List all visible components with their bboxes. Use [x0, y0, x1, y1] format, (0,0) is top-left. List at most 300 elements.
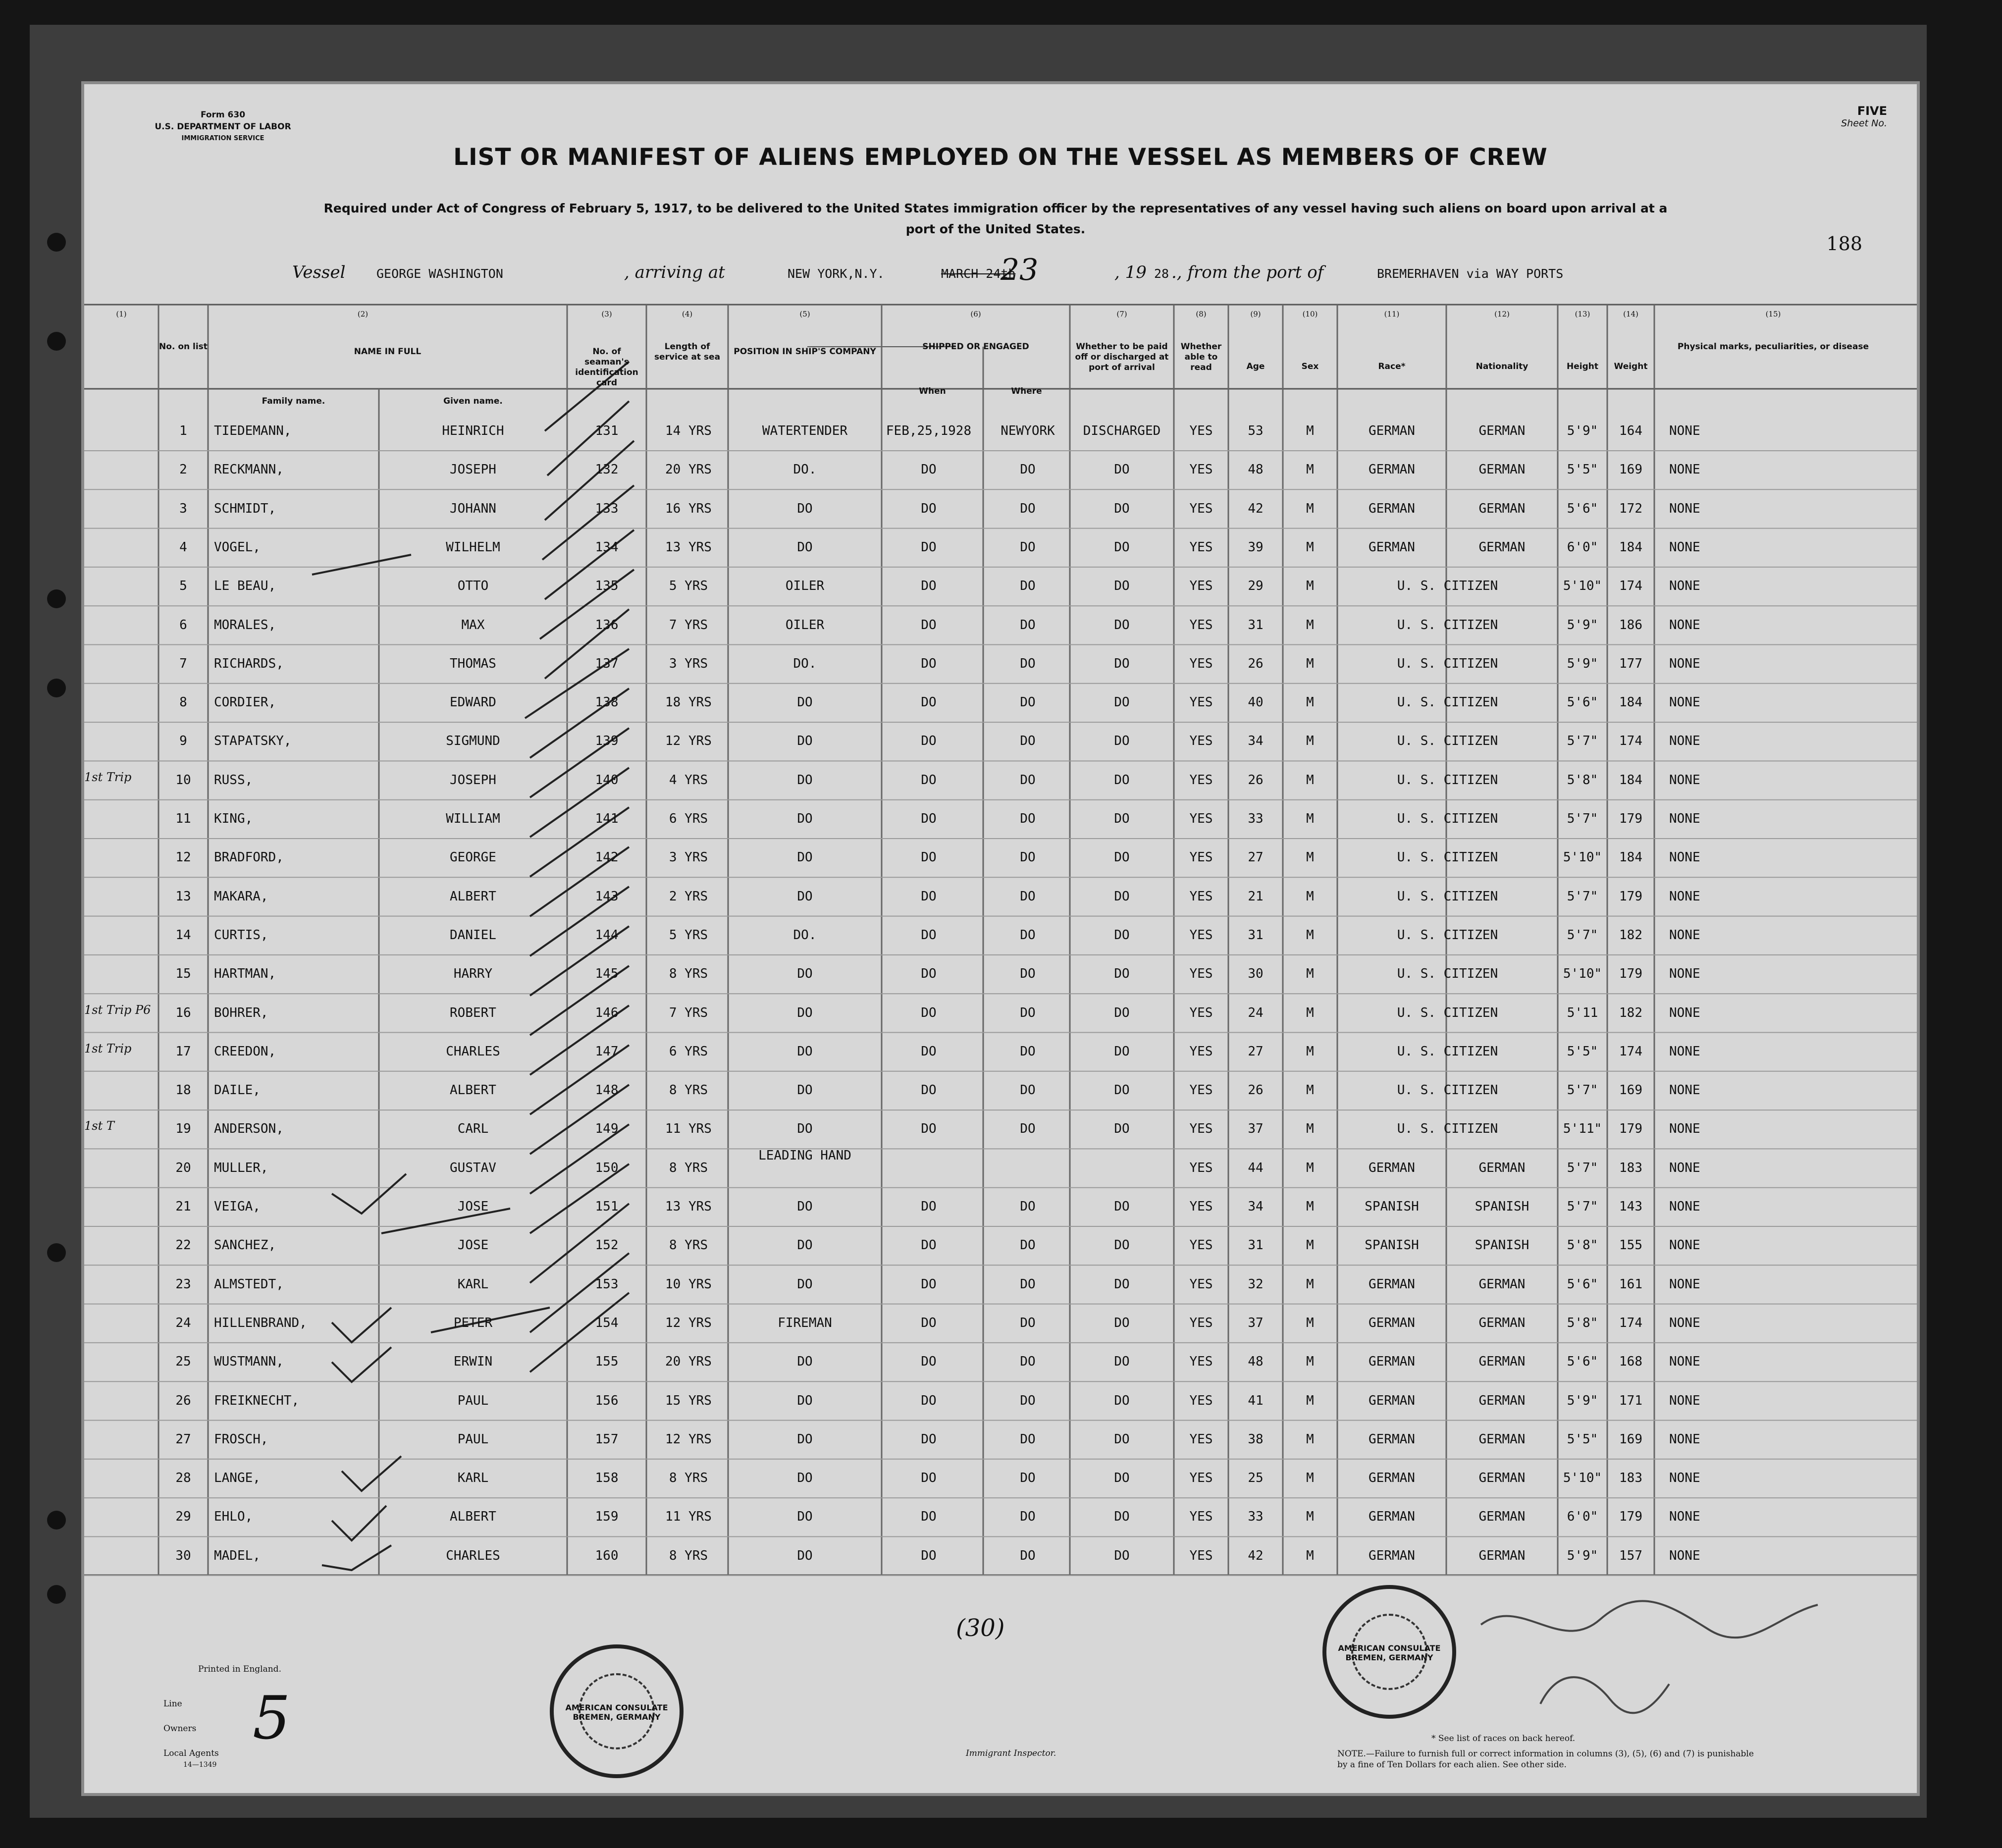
cell-paid: DO: [1114, 501, 1130, 516]
cell-no: 1: [179, 423, 187, 438]
cell-service: 20 YRS: [665, 1354, 712, 1370]
cell-no: 23: [175, 1276, 191, 1292]
cell-family: WUSTMANN,: [214, 1354, 284, 1370]
cell-paid: DO: [1114, 539, 1130, 555]
cell-paid: DO: [1114, 617, 1130, 633]
cell-when: DO: [921, 1393, 937, 1408]
cell-given: JOHANN: [450, 501, 496, 516]
cell-sex: M: [1306, 1354, 1314, 1370]
col-number: (8): [1196, 310, 1207, 318]
cell-given: ROBERT: [450, 1005, 496, 1020]
margin-note: 1st T: [84, 1119, 114, 1133]
cell-no: 19: [175, 1121, 191, 1137]
cell-when: DO: [921, 462, 937, 477]
cell-position: DO.: [793, 462, 817, 477]
cell-card: 159: [595, 1509, 619, 1525]
cell-read: YES: [1189, 1509, 1213, 1525]
cell-service: 16 YRS: [665, 501, 712, 516]
cell-paid: DO: [1114, 927, 1130, 943]
cell-family: VEIGA,: [214, 1199, 261, 1214]
cell-marks: NONE: [1669, 1315, 1700, 1330]
cell-race: U. S. CITIZEN: [1397, 966, 1498, 982]
cell-card: 154: [595, 1315, 619, 1330]
cell-weight: 143: [1619, 1199, 1642, 1214]
cell-race: GERMAN: [1369, 1548, 1415, 1563]
cell-read: YES: [1189, 811, 1213, 826]
cell-paid: DO: [1114, 579, 1130, 594]
cell-family: HARTMAN,: [214, 966, 276, 982]
cell-when: DO: [921, 1238, 937, 1253]
cell-no: 11: [175, 811, 191, 826]
arrival-date-typed: MARCH 24th: [941, 266, 1016, 281]
header-given-name: Given name.: [443, 396, 503, 406]
cell-given: WILHELM: [446, 539, 500, 555]
cell-family: CORDIER,: [214, 695, 276, 710]
cell-card: 147: [595, 1044, 619, 1059]
cell-height: 5'6": [1567, 1276, 1598, 1292]
header-name-in-full: NAME IN FULL: [354, 347, 421, 357]
cell-read: YES: [1189, 462, 1213, 477]
cell-race: U. S. CITIZEN: [1397, 1121, 1498, 1137]
cell-service: 4 YRS: [669, 772, 708, 788]
cell-sex: M: [1306, 695, 1314, 710]
cell-when: DO: [921, 1548, 937, 1563]
cell-where: DO: [1020, 850, 1036, 865]
vessel-name: GEORGE WASHINGTON: [376, 266, 503, 281]
cell-no: 26: [175, 1393, 191, 1408]
cell-marks: NONE: [1669, 1471, 1700, 1486]
cell-weight: 161: [1619, 1276, 1642, 1292]
cell-service: 3 YRS: [669, 850, 708, 865]
cell-marks: NONE: [1669, 1199, 1700, 1214]
cell-nationality: GERMAN: [1478, 1160, 1526, 1175]
cell-card: 157: [595, 1431, 619, 1447]
cell-card: 141: [595, 811, 619, 826]
cell-position: WATERTENDER: [762, 423, 848, 438]
cell-weight: 164: [1619, 423, 1642, 438]
inspector-signature: [1461, 1585, 1847, 1724]
cell-sex: M: [1306, 1005, 1314, 1020]
cell-height: 5'8": [1567, 1315, 1598, 1330]
cell-race: GERMAN: [1369, 1393, 1415, 1408]
cell-where: DO: [1020, 1276, 1036, 1292]
cell-sex: M: [1306, 579, 1314, 594]
cell-race: U. S. CITIZEN: [1397, 1005, 1498, 1020]
cell-position: DO: [797, 1083, 813, 1098]
cell-read: YES: [1189, 1354, 1213, 1370]
service: IMMIGRATION SERVICE: [181, 135, 264, 142]
cell-marks: NONE: [1669, 966, 1700, 982]
cell-age: 26: [1248, 1083, 1264, 1098]
col-number: (10): [1302, 310, 1318, 318]
cell-paid: DO: [1114, 1238, 1130, 1253]
cell-age: 44: [1248, 1160, 1264, 1175]
cell-position: DO: [797, 811, 813, 826]
cell-marks: NONE: [1669, 850, 1700, 865]
cell-when: DO: [921, 1083, 937, 1098]
cell-card: 158: [595, 1471, 619, 1486]
cell-when: DO: [921, 539, 937, 555]
cell-when: DO: [921, 501, 937, 516]
cell-race: U. S. CITIZEN: [1397, 772, 1498, 788]
cell-where: DO: [1020, 1121, 1036, 1137]
cell-nationality: GERMAN: [1478, 462, 1526, 477]
cell-card: 132: [595, 462, 619, 477]
header-service: Length of service at sea: [654, 342, 721, 362]
punch-hole: [47, 679, 66, 697]
cell-weight: 169: [1619, 462, 1642, 477]
cell-position: DO: [797, 1509, 813, 1525]
cell-height: 5'7": [1567, 811, 1598, 826]
cell-when: DO: [921, 1276, 937, 1292]
cell-position: DO: [797, 539, 813, 555]
cell-given: WILLIAM: [446, 811, 500, 826]
cell-race: SPANISH: [1365, 1238, 1419, 1253]
cell-given: DANIEL: [450, 927, 496, 943]
cell-marks: NONE: [1669, 1083, 1700, 1098]
cell-given: ALBERT: [450, 889, 496, 904]
cell-height: 6'0": [1567, 539, 1598, 555]
consulate-stamp: [1322, 1585, 1456, 1719]
cell-marks: NONE: [1669, 811, 1700, 826]
cell-sex: M: [1306, 1276, 1314, 1292]
cell-position: DO.: [793, 927, 817, 943]
cell-given: KARL: [457, 1276, 489, 1292]
cell-where: DO: [1020, 1393, 1036, 1408]
cell-no: 4: [179, 539, 187, 555]
cell-read: YES: [1189, 772, 1213, 788]
cell-height: 5'10": [1563, 966, 1602, 982]
cell-race: U. S. CITIZEN: [1397, 927, 1498, 943]
cell-given: KARL: [457, 1471, 489, 1486]
cell-where: DO: [1020, 927, 1036, 943]
cell-height: 5'5": [1567, 1044, 1598, 1059]
cell-paid: DO: [1114, 1471, 1130, 1486]
cell-weight: 157: [1619, 1548, 1642, 1563]
cell-given: JOSEPH: [450, 772, 496, 788]
cell-position: OILER: [785, 617, 825, 633]
col-number: (7): [1116, 310, 1127, 318]
cell-sex: M: [1306, 811, 1314, 826]
cell-card: 137: [595, 656, 619, 671]
cell-card: 150: [595, 1160, 619, 1175]
cell-sex: M: [1306, 1199, 1314, 1214]
cell-marks: NONE: [1669, 695, 1700, 710]
margin-note: 1st Trip: [84, 770, 132, 784]
cell-service: 8 YRS: [669, 1083, 708, 1098]
cell-race: GERMAN: [1369, 1509, 1415, 1525]
header-no-on-list: No. on list: [159, 342, 208, 352]
stamp-text: AMERICAN CONSULATE BREMEN, GERMANY: [1338, 1643, 1441, 1662]
cell-card: 140: [595, 772, 619, 788]
cell-card: 148: [595, 1083, 619, 1098]
form-code: 14—1349: [183, 1761, 217, 1769]
cell-where: DO: [1020, 539, 1036, 555]
cell-where: DO: [1020, 579, 1036, 594]
cell-age: 31: [1248, 927, 1264, 943]
col-number: (9): [1250, 310, 1261, 318]
cell-weight: 184: [1619, 850, 1642, 865]
cell-race: U. S. CITIZEN: [1397, 850, 1498, 865]
cell-when: DO: [921, 927, 937, 943]
cell-no: 10: [175, 772, 191, 788]
cell-where: DO: [1020, 617, 1036, 633]
cell-when: DO: [921, 772, 937, 788]
cell-family: SANCHEZ,: [214, 1238, 276, 1253]
cell-given: PAUL: [457, 1431, 489, 1447]
cell-where: DO: [1020, 501, 1036, 516]
cell-height: 5'7": [1567, 927, 1598, 943]
cell-when: DO: [921, 1471, 937, 1486]
cell-height: 5'9": [1567, 423, 1598, 438]
cell-sex: M: [1306, 966, 1314, 982]
cell-weight: 171: [1619, 1393, 1642, 1408]
local-agents-label: Local Agents: [163, 1748, 219, 1758]
cell-weight: 179: [1619, 811, 1642, 826]
cell-where: DO: [1020, 1238, 1036, 1253]
cell-race: U. S. CITIZEN: [1397, 579, 1498, 594]
cell-weight: 168: [1619, 1354, 1642, 1370]
cell-paid: DO: [1114, 1044, 1130, 1059]
cell-race: U. S. CITIZEN: [1397, 889, 1498, 904]
cell-race: GERMAN: [1369, 1431, 1415, 1447]
cell-age: 34: [1248, 1199, 1264, 1214]
cell-weight: 183: [1619, 1471, 1642, 1486]
cell-card: 145: [595, 966, 619, 982]
cell-when: DO: [921, 617, 937, 633]
sheet-label: Sheet No.: [1841, 118, 1887, 129]
cell-height: 5'11: [1567, 1005, 1598, 1020]
cell-sex: M: [1306, 1315, 1314, 1330]
cell-position: DO: [797, 1548, 813, 1563]
cell-family: FROSCH,: [214, 1431, 268, 1447]
cell-card: 156: [595, 1393, 619, 1408]
col-number: (13): [1575, 310, 1590, 318]
cell-weight: 179: [1619, 1121, 1642, 1137]
cell-paid: DISCHARGED: [1083, 423, 1161, 438]
cell-weight: 174: [1619, 579, 1642, 594]
cell-marks: NONE: [1669, 462, 1700, 477]
cell-height: 5'5": [1567, 1431, 1598, 1447]
cell-no: 16: [175, 1005, 191, 1020]
cell-service: 20 YRS: [665, 462, 712, 477]
arriving-port: NEW YORK,N.Y.: [788, 266, 885, 281]
cell-service: 7 YRS: [669, 617, 708, 633]
cell-weight: 184: [1619, 772, 1642, 788]
cell-position: DO: [797, 1393, 813, 1408]
cell-family: BRADFORD,: [214, 850, 284, 865]
punch-hole: [47, 1243, 66, 1262]
cell-no: 27: [175, 1431, 191, 1447]
cell-service: 8 YRS: [669, 966, 708, 982]
cell-weight: 169: [1619, 1083, 1642, 1098]
cell-family: STAPATSKY,: [214, 734, 292, 749]
cell-family: MADEL,: [214, 1548, 261, 1563]
cell-read: YES: [1189, 1121, 1213, 1137]
col-number: (14): [1623, 310, 1638, 318]
cell-age: 31: [1248, 617, 1264, 633]
cell-age: 41: [1248, 1393, 1264, 1408]
cell-when: FEB,25,1928: [886, 423, 972, 438]
cell-nationality: GERMAN: [1478, 1471, 1526, 1486]
cell-marks: NONE: [1669, 656, 1700, 671]
cell-service: 5 YRS: [669, 579, 708, 594]
cell-family: RECKMANN,: [214, 462, 284, 477]
punch-hole: [47, 233, 66, 252]
penalty-note: NOTE.—Failure to furnish full or correct information in columns (3), (5), (6) and (7) is punishable by a fine of Ten Dollars for each alien. See other side.: [1337, 1749, 1754, 1770]
cell-sex: M: [1306, 1121, 1314, 1137]
handwritten-number: 5: [253, 1684, 291, 1753]
cell-card: 144: [595, 927, 619, 943]
cell-read: YES: [1189, 695, 1213, 710]
cell-paid: DO: [1114, 1276, 1130, 1292]
year-label: , 19: [1114, 263, 1147, 282]
cell-nationality: GERMAN: [1478, 1393, 1526, 1408]
cell-position: DO: [797, 501, 813, 516]
cell-position: DO: [797, 772, 813, 788]
stamp-text: AMERICAN CONSULATE BREMEN, GERMANY: [565, 1703, 668, 1722]
cell-paid: DO: [1114, 966, 1130, 982]
cell-age: 33: [1248, 811, 1264, 826]
cell-family: DAILE,: [214, 1083, 261, 1098]
cell-service: 3 YRS: [669, 656, 708, 671]
cell-sex: M: [1306, 539, 1314, 555]
header-family-name: Family name.: [262, 396, 325, 406]
cell-race: U. S. CITIZEN: [1397, 734, 1498, 749]
cell-family: BOHRER,: [214, 1005, 268, 1020]
cell-marks: NONE: [1669, 927, 1700, 943]
cell-no: 18: [175, 1083, 191, 1098]
cell-age: 53: [1248, 423, 1264, 438]
cell-height: 5'10": [1563, 579, 1602, 594]
cell-sex: M: [1306, 850, 1314, 865]
cell-when: DO: [921, 811, 937, 826]
sheet-value: FIVE: [1857, 104, 1887, 118]
cell-service: 11 YRS: [665, 1509, 712, 1525]
cell-height: 5'9": [1567, 617, 1598, 633]
cell-family: ANDERSON,: [214, 1121, 284, 1137]
cell-weight: 174: [1619, 1315, 1642, 1330]
cell-position: DO: [797, 889, 813, 904]
cell-height: 5'6": [1567, 1354, 1598, 1370]
cell-service: 8 YRS: [669, 1471, 708, 1486]
cell-no: 21: [175, 1199, 191, 1214]
cell-position: DO: [797, 1005, 813, 1020]
cell-read: YES: [1189, 1005, 1213, 1020]
cell-paid: DO: [1114, 462, 1130, 477]
cell-no: 28: [175, 1471, 191, 1486]
cell-no: 5: [179, 579, 187, 594]
cell-paid: DO: [1114, 1431, 1130, 1447]
cell-given: PAUL: [457, 1393, 489, 1408]
cell-weight: 172: [1619, 501, 1642, 516]
cell-age: 42: [1248, 1548, 1264, 1563]
cell-nationality: GERMAN: [1478, 423, 1526, 438]
cell-read: YES: [1189, 889, 1213, 904]
cell-card: 155: [595, 1354, 619, 1370]
cell-paid: DO: [1114, 1509, 1130, 1525]
cell-age: 48: [1248, 462, 1264, 477]
col-number: (3): [601, 310, 612, 318]
cell-weight: 179: [1619, 889, 1642, 904]
cell-no: 2: [179, 462, 187, 477]
cell-given: JOSE: [457, 1238, 489, 1253]
cell-paid: DO: [1114, 1199, 1130, 1214]
cell-sex: M: [1306, 462, 1314, 477]
cell-position: DO: [797, 1276, 813, 1292]
cell-read: YES: [1189, 579, 1213, 594]
cell-service: 12 YRS: [665, 1431, 712, 1447]
cell-age: 37: [1248, 1121, 1264, 1137]
cell-where: DO: [1020, 1431, 1036, 1447]
cell-height: 5'6": [1567, 501, 1598, 516]
page-subtitle: Required under Act of Congress of February 5, 1917, to be delivered to the United States immigration officer by the representatives of any vessel having such aliens on board upon arrival at a port of the United States.: [323, 201, 1668, 236]
cell-sex: M: [1306, 734, 1314, 749]
cell-given: ERWIN: [453, 1354, 493, 1370]
header-shipped: SHIPPED OR ENGAGED: [922, 342, 1029, 352]
page-title: LIST OR MANIFEST OF ALIENS EMPLOYED ON THE VESSEL AS MEMBERS OF CREW: [453, 144, 1548, 171]
cell-age: 31: [1248, 1238, 1264, 1253]
cell-sex: M: [1306, 1509, 1314, 1525]
cell-position: DO: [797, 1354, 813, 1370]
cell-age: 27: [1248, 1044, 1264, 1059]
cell-given: OTTO: [457, 579, 489, 594]
cell-height: 5'10": [1563, 850, 1602, 865]
cell-read: YES: [1189, 1044, 1213, 1059]
cell-service: 8 YRS: [669, 1548, 708, 1563]
cell-race: SPANISH: [1365, 1199, 1419, 1214]
cell-no: 14: [175, 927, 191, 943]
cell-where: DO: [1020, 695, 1036, 710]
cell-position: FIREMAN: [778, 1315, 832, 1330]
cell-height: 5'7": [1567, 734, 1598, 749]
cell-weight: 184: [1619, 539, 1642, 555]
cell-sex: M: [1306, 656, 1314, 671]
cell-family: TIEDEMANN,: [214, 423, 292, 438]
punch-hole: [47, 1511, 66, 1530]
cell-card: 152: [595, 1238, 619, 1253]
cell-family: FREIKNECHT,: [214, 1393, 300, 1408]
header-race: Race*: [1378, 362, 1406, 371]
page-number: 188: [1826, 233, 1862, 255]
cell-service: 18 YRS: [665, 695, 712, 710]
cell-age: 27: [1248, 850, 1264, 865]
cell-where: NEWYORK: [1001, 423, 1055, 438]
department: U.S. DEPARTMENT OF LABOR: [155, 122, 291, 132]
vessel-label: Vessel: [292, 263, 346, 282]
owners-label: Owners: [163, 1724, 197, 1734]
cell-card: 146: [595, 1005, 619, 1020]
cell-read: YES: [1189, 1083, 1213, 1098]
cell-position: DO: [797, 734, 813, 749]
manifest-page: [84, 84, 1917, 1793]
cell-service: 7 YRS: [669, 1005, 708, 1020]
cell-read: YES: [1189, 539, 1213, 555]
cell-sex: M: [1306, 889, 1314, 904]
cell-card: 134: [595, 539, 619, 555]
col-number: (4): [682, 310, 693, 318]
cell-family: CREEDON,: [214, 1044, 276, 1059]
cell-where: DO: [1020, 1548, 1036, 1563]
cell-marks: NONE: [1669, 1121, 1700, 1137]
cell-given: CHARLES: [446, 1548, 500, 1563]
cell-paid: DO: [1114, 656, 1130, 671]
cell-paid: DO: [1114, 772, 1130, 788]
cell-height: 5'8": [1567, 1238, 1598, 1253]
margin-note: 1st Trip: [84, 1041, 132, 1056]
cell-family: MAKARA,: [214, 889, 268, 904]
cell-given: CARL: [457, 1121, 489, 1137]
